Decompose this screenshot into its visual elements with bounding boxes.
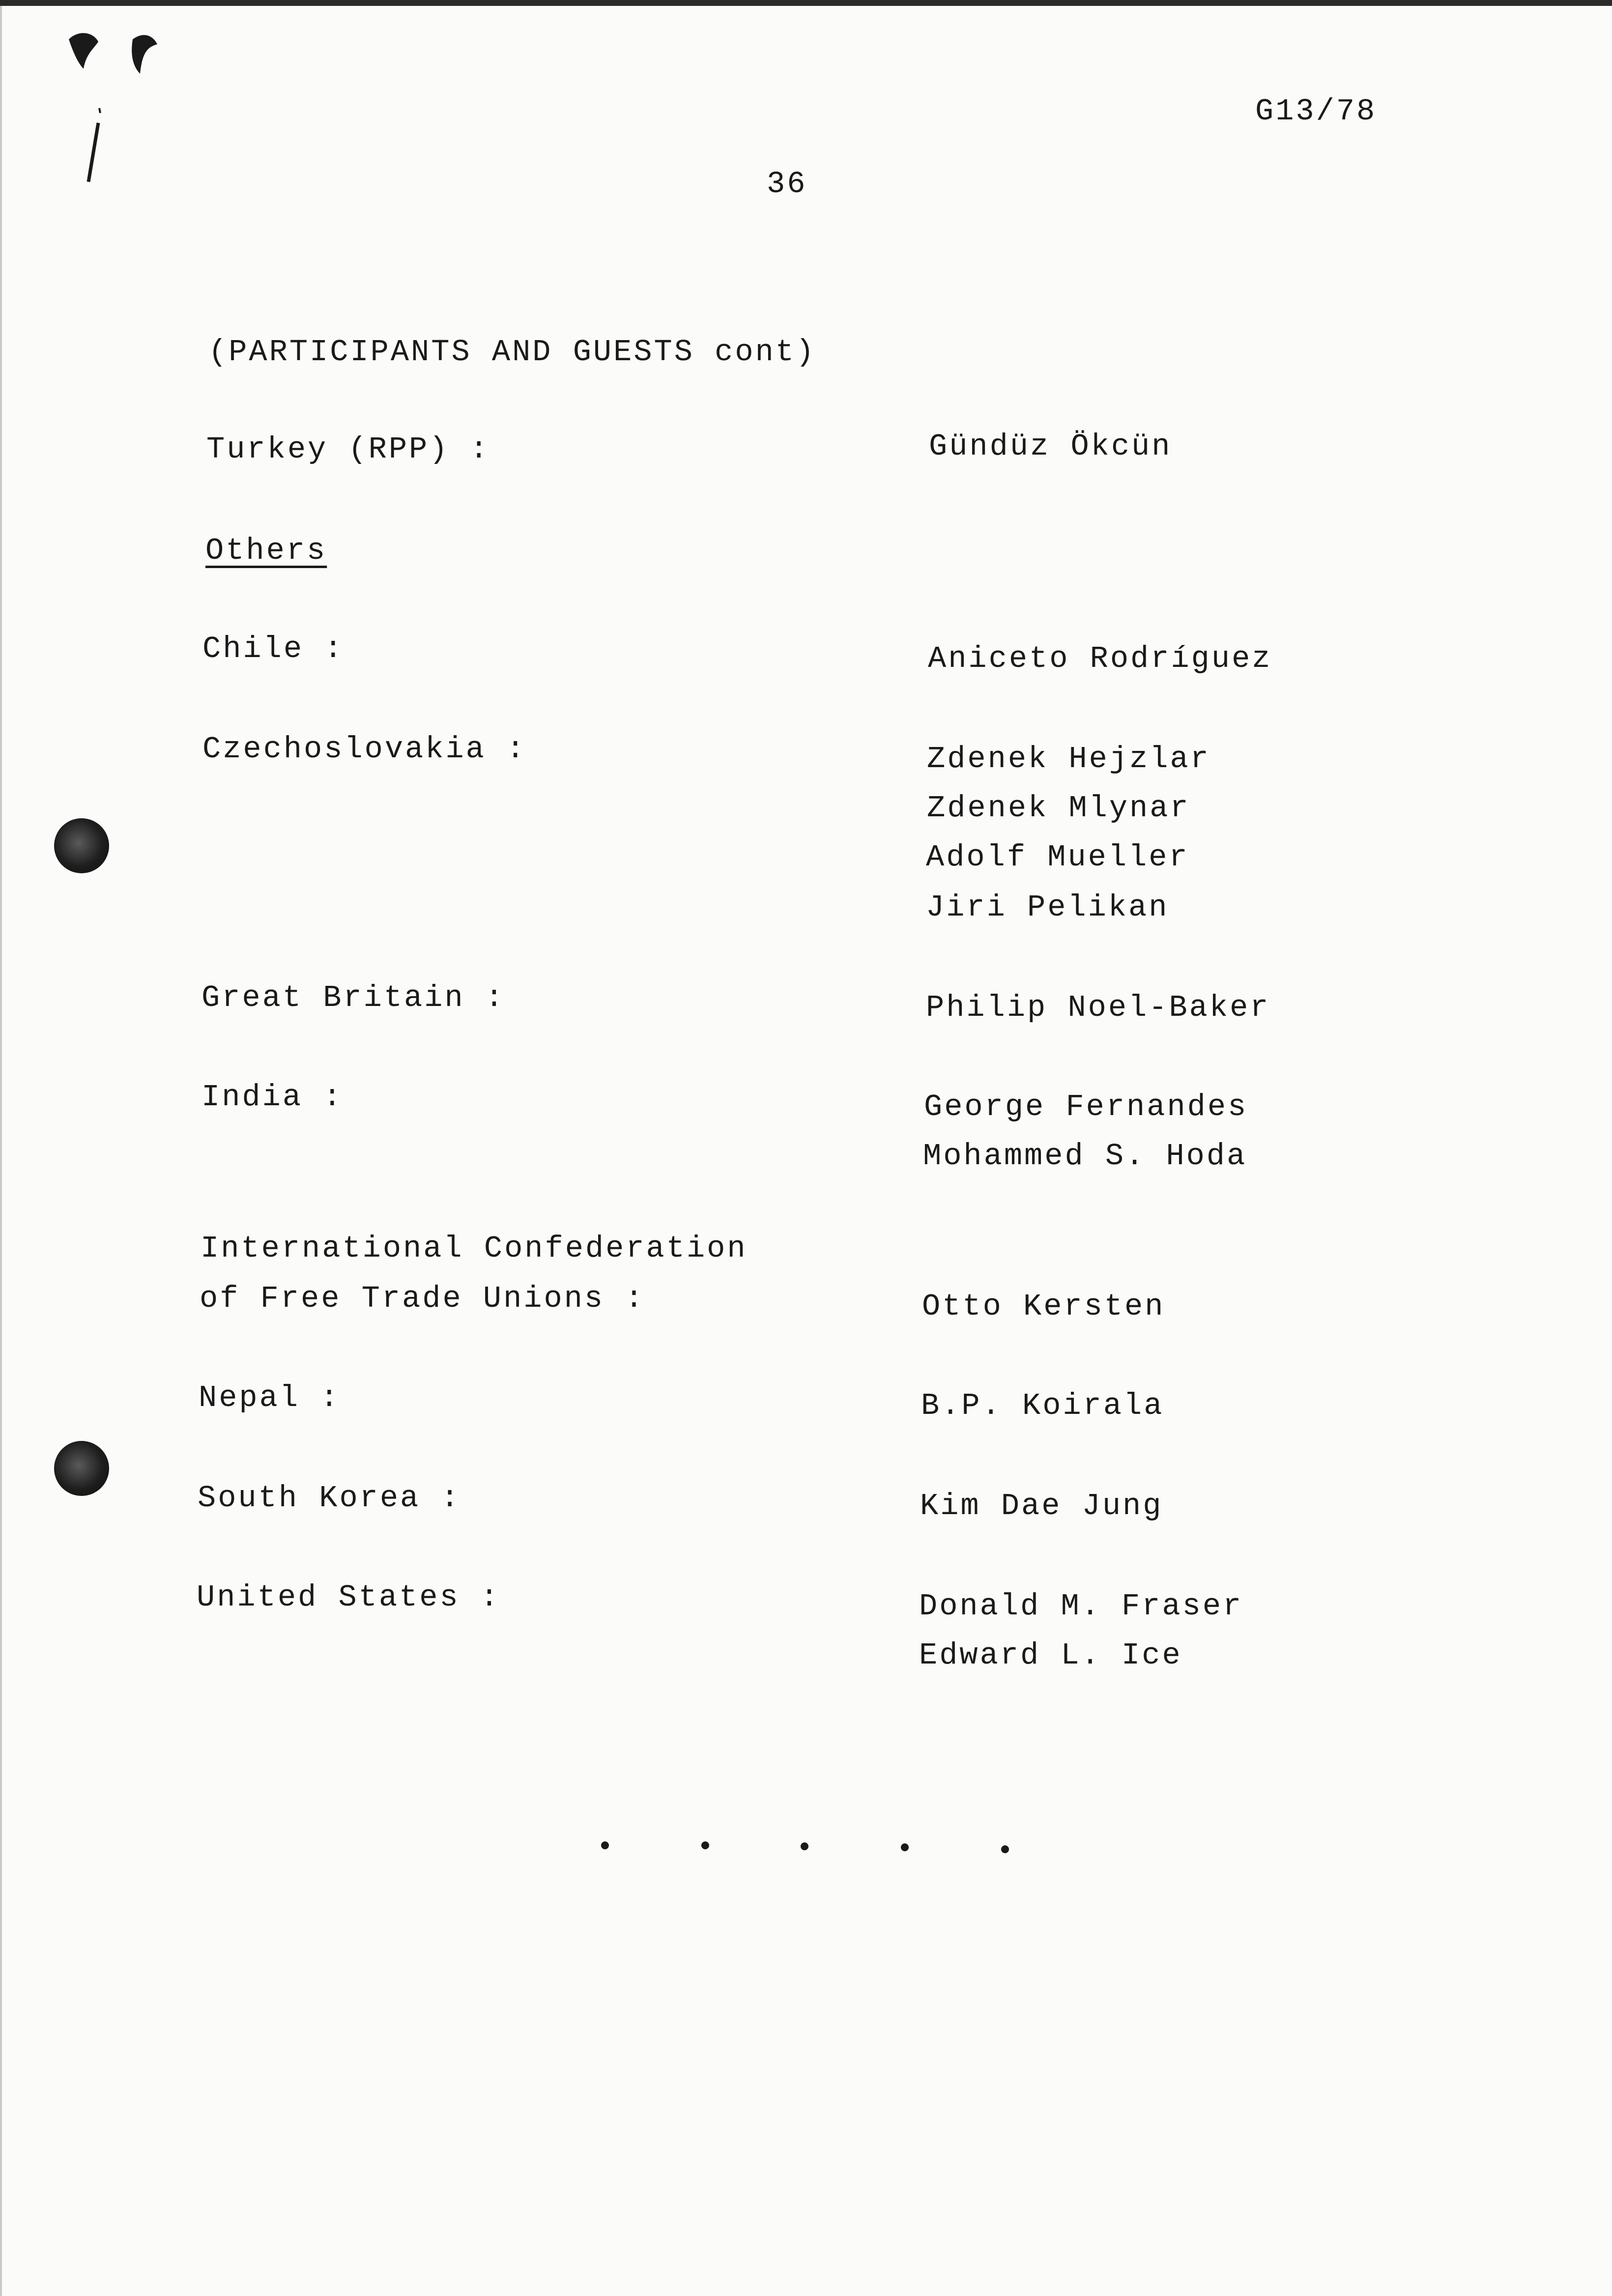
participant-name: Philip Noel-Baker bbox=[926, 990, 1270, 1025]
document-reference: G13/78 bbox=[1255, 94, 1377, 129]
country-chile: Chile : bbox=[202, 631, 345, 666]
page-number: 36 bbox=[767, 167, 807, 201]
participant-name: Zdenek Mlynar bbox=[927, 791, 1190, 826]
others-subheading: Others bbox=[205, 533, 327, 568]
participant-name: Adolf Mueller bbox=[926, 840, 1189, 875]
participant-name: Edward L. Ice bbox=[919, 1638, 1182, 1673]
participant-name: Jiri Pelikan bbox=[926, 890, 1169, 925]
organisation-line-2: of Free Trade Unions : bbox=[200, 1281, 645, 1316]
section-heading: (PARTICIPANTS AND GUESTS cont) bbox=[208, 335, 816, 370]
participant-name: Mohammed S. Hoda bbox=[923, 1139, 1247, 1174]
participant-name: Donald M. Fraser bbox=[919, 1589, 1243, 1624]
country-india: India : bbox=[202, 1080, 344, 1115]
closing-star-icon bbox=[1000, 1844, 1010, 1855]
punch-hole-upper bbox=[54, 818, 109, 873]
participant-name: George Fernandes bbox=[924, 1090, 1248, 1124]
participant-name: Zdenek Hejzlar bbox=[927, 742, 1210, 776]
closing-star-icon bbox=[600, 1840, 610, 1851]
participant-name: Otto Kersten bbox=[922, 1289, 1165, 1324]
ink-marks bbox=[59, 20, 197, 187]
closing-star-icon bbox=[700, 1840, 711, 1851]
country-czechoslovakia: Czechoslovakia : bbox=[202, 732, 527, 767]
country-turkey: Turkey (RPP) : bbox=[206, 432, 490, 467]
closing-star-icon bbox=[899, 1842, 910, 1853]
participant-name: Kim Dae Jung bbox=[920, 1489, 1163, 1523]
scan-left-edge bbox=[0, 6, 2, 2296]
country-united-states: United States : bbox=[197, 1580, 501, 1615]
country-great-britain: Great Britain : bbox=[202, 980, 506, 1015]
punch-hole-lower bbox=[54, 1441, 109, 1496]
participant-name: Aniceto Rodríguez bbox=[928, 641, 1272, 676]
country-nepal: Nepal : bbox=[199, 1380, 341, 1415]
scan-top-border bbox=[0, 0, 1612, 6]
participant-name: Gündüz Ökcün bbox=[929, 429, 1172, 464]
organisation-line-1: International Confederation bbox=[201, 1231, 748, 1266]
closing-star-icon bbox=[799, 1841, 810, 1852]
participant-name: B.P. Koirala bbox=[921, 1388, 1164, 1423]
country-south-korea: South Korea : bbox=[198, 1481, 461, 1516]
